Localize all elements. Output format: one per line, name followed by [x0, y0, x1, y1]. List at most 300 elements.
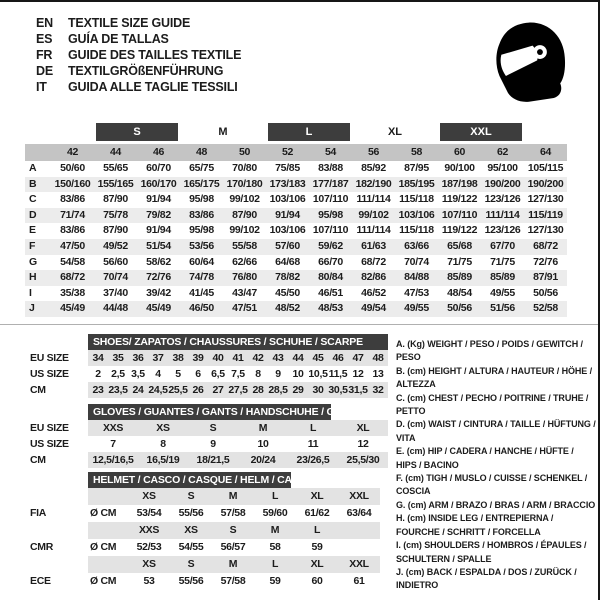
- shoes-value: 34: [88, 350, 108, 366]
- lower-tables: [30, 334, 390, 590]
- measurement-value: 103/106: [398, 208, 435, 221]
- measurement-value: 115/119: [528, 208, 563, 221]
- shoes-value: 6: [195, 368, 201, 380]
- measurement-value: 51/56: [490, 302, 515, 315]
- measurement-row: [25, 161, 567, 177]
- gloves-value: 9: [210, 438, 216, 450]
- measurement-value: 47/53: [404, 286, 429, 299]
- legend-item: F. (cm) TIGH / MUSLO / CUISSE / SCHENKEL / COSCIA: [396, 473, 588, 497]
- gloves-value: XL: [338, 420, 388, 436]
- measurement-value: 95/100: [487, 162, 518, 174]
- gloves-value: 12,5/16,5: [88, 452, 138, 468]
- shoes-value: 46: [328, 350, 348, 366]
- numeric-size-label: 42: [66, 146, 79, 158]
- measurement-value: 49/52: [103, 239, 128, 252]
- legend-item: I. (cm) SHOULDERS / HOMBROS / ÉPAULES / SCHULTERN / SPALLE: [396, 540, 587, 564]
- measurement-value: 71/75: [490, 255, 515, 268]
- measurement-value: 107/110: [312, 224, 349, 237]
- shoes-value: 32: [368, 382, 388, 398]
- measurement-value: 61/63: [361, 239, 386, 252]
- measurement-value: 85/89: [447, 271, 472, 284]
- measurement-value: 68/72: [60, 271, 85, 284]
- gloves-value: 25,5/30: [338, 452, 388, 468]
- language-code: EN: [36, 16, 53, 30]
- guide-title: TEXTILE SIZE GUIDE: [68, 16, 191, 30]
- measurement-value: 84/88: [404, 271, 429, 284]
- numeric-size-row: [25, 144, 567, 161]
- helmet-size-label: XXL: [338, 556, 380, 573]
- measurement-value: 90/100: [444, 162, 475, 174]
- measurement-value: 49/54: [361, 302, 386, 315]
- measurement-value: 111/114: [356, 224, 391, 237]
- helmet-size-value: 59/60: [262, 507, 288, 519]
- measurement-value: 85/89: [490, 271, 515, 284]
- measurement-value: 46/51: [318, 286, 343, 299]
- measurement-row-label: E: [29, 224, 36, 237]
- shoes-value: 6,5: [211, 368, 225, 380]
- helmet-standard-row: [30, 539, 390, 556]
- measurement-value: 45/50: [275, 286, 300, 299]
- gloves-value: 10: [257, 438, 269, 450]
- helmet-size-label: XL: [296, 556, 338, 573]
- helmet-size-label: XXL: [338, 488, 380, 505]
- measurement-value: 187/198: [441, 177, 478, 190]
- measurement-value: 75/78: [103, 208, 128, 221]
- measurement-value: 123/126: [484, 224, 521, 237]
- shoes-value: 44: [288, 350, 308, 366]
- shoes-value: 39: [188, 350, 208, 366]
- measurement-value: 111/114: [485, 208, 520, 221]
- language-code: FR: [36, 48, 53, 62]
- guide-title: GUIDE DES TAILLES TEXTILE: [68, 48, 242, 62]
- shoes-row: [30, 382, 390, 398]
- measurement-value: 55/65: [103, 162, 128, 174]
- helmet-size-label: M: [212, 488, 254, 505]
- measurement-row-label: A: [29, 162, 37, 174]
- helmet-unit-spacer: [88, 522, 128, 539]
- measurement-value: 91/94: [146, 224, 171, 237]
- helmet-size-label: M: [254, 522, 296, 539]
- measurement-value: 55/58: [232, 239, 257, 252]
- measurement-value: 123/126: [484, 193, 521, 206]
- shoes-value: 23: [88, 382, 108, 398]
- helmet-unit-spacer: [88, 556, 128, 573]
- shoes-value: 25,5: [168, 384, 188, 396]
- measurement-value: 60/70: [146, 162, 171, 174]
- measurement-value: 49/55: [490, 286, 515, 299]
- legend-item: J. (cm) BACK / ESPALDA / DOS / ZURÜCK / INDIETRO: [396, 566, 577, 591]
- measurement-value: 65/68: [447, 239, 472, 252]
- measurement-value: 71/75: [447, 255, 472, 268]
- shoes-value: 31,5: [348, 384, 368, 396]
- measurement-value: 150/160: [54, 177, 91, 190]
- measurement-value: 72/76: [533, 255, 558, 268]
- measurement-row-label: F: [29, 239, 36, 252]
- helmet-size-header-row: [30, 522, 390, 539]
- shoes-value: 3,5: [131, 368, 145, 380]
- measurement-row-label: C: [29, 193, 37, 206]
- measurement-value: 79/82: [146, 208, 171, 221]
- shoes-value: 8: [255, 368, 261, 380]
- helmet-size-value: 58: [269, 541, 281, 553]
- measurement-value: 60/64: [189, 255, 214, 268]
- gloves-row-label: US SIZE: [30, 438, 69, 450]
- shoes-value: 28: [248, 382, 268, 398]
- guide-title: GUIDA ALLE TAGLIE TESSILI: [68, 80, 238, 94]
- shoes-value: 27: [208, 382, 228, 398]
- measurement-value: 177/187: [312, 177, 349, 190]
- measurement-value: 37/40: [103, 286, 128, 299]
- measurement-value: 50/60: [60, 162, 85, 174]
- helmet-size-value: 57/58: [220, 575, 246, 587]
- helmet-table-title: HELMET / CASCO / CASQUE / HELM / CASCO: [88, 472, 291, 488]
- measurement-value: 68/72: [361, 255, 386, 268]
- legend-item: E. (cm) HIP / CADERA / HANCHE / HÜFTE / HIPS / BACINO: [396, 446, 574, 470]
- gloves-value: L: [288, 420, 338, 436]
- measurement-value: 155/165: [97, 177, 134, 190]
- helmet-icon: [486, 18, 570, 110]
- shoes-row-label: CM: [30, 384, 46, 396]
- measurement-value: 105/115: [527, 162, 564, 174]
- measurement-row: [25, 223, 567, 239]
- gloves-row: [30, 436, 390, 452]
- helmet-unit-label: Ø CM: [90, 541, 117, 553]
- shoes-value: 27,5: [228, 384, 248, 396]
- helmet-size-label: L: [254, 488, 296, 505]
- measurement-row-label: H: [29, 271, 37, 284]
- numeric-size-label: 50: [238, 146, 251, 158]
- helmet-standard-row: [30, 505, 390, 522]
- measurement-value: 71/74: [60, 208, 85, 221]
- measurement-value: 99/102: [358, 208, 389, 221]
- measurement-value: 35/38: [60, 286, 85, 299]
- measurement-value: 83/86: [60, 193, 85, 206]
- size-group-label: M: [218, 126, 228, 138]
- measurement-value: 119/122: [441, 224, 478, 237]
- measurement-value: 87/95: [404, 162, 429, 174]
- measurement-value: 45/49: [60, 302, 85, 315]
- measurement-row-label: I: [29, 286, 32, 299]
- shoes-value: 47: [348, 350, 368, 366]
- numeric-size-label: 64: [539, 146, 552, 158]
- measurement-value: 78/82: [275, 271, 300, 284]
- shoes-value: 29: [288, 382, 308, 398]
- helmet-size-value: 55/56: [178, 575, 204, 587]
- measurement-value: 173/183: [269, 177, 306, 190]
- measurement-value: 58/62: [146, 255, 171, 268]
- shoes-value: 38: [168, 350, 188, 366]
- numeric-size-label: 56: [367, 146, 380, 158]
- measurement-value: 66/70: [318, 255, 343, 268]
- shoes-value: 43: [268, 350, 288, 366]
- measurement-row: [25, 301, 567, 317]
- gloves-value: 7: [110, 438, 116, 450]
- numeric-size-label: 58: [410, 146, 423, 158]
- measurement-value: 47/50: [60, 239, 85, 252]
- gloves-value: XS: [138, 420, 188, 436]
- helmet-standard-label: CMR: [30, 541, 54, 553]
- gloves-size-table: [30, 420, 390, 468]
- measurement-value: 64/68: [275, 255, 300, 268]
- measurement-value: 70/74: [404, 255, 429, 268]
- measurement-value: 165/175: [183, 177, 220, 190]
- shoes-value: 30: [308, 382, 328, 398]
- measurement-value: 70/80: [232, 162, 257, 174]
- measurement-row-label: B: [29, 177, 37, 190]
- numeric-size-label: 48: [195, 146, 208, 158]
- measurement-value: 50/56: [447, 302, 472, 315]
- helmet-size-value: 60: [311, 575, 323, 587]
- legend-item: H. (cm) INSIDE LEG / ENTREPIERNA / FOURCHE / SCHRITT / FORCELLA: [396, 513, 554, 537]
- helmet-size-value: 61/62: [304, 507, 330, 519]
- gloves-row: [30, 420, 390, 436]
- legend-item: A. (Kg) WEIGHT / PESO / POIDS / GEWITCH / PESO: [396, 339, 583, 363]
- shoes-value: 24,5: [148, 384, 168, 396]
- measurement-row: [25, 192, 567, 208]
- measurement-value: 43/47: [232, 286, 257, 299]
- shoes-value: 42: [248, 350, 268, 366]
- measurement-value: 119/122: [441, 193, 478, 206]
- helmet-size-value: [338, 539, 380, 556]
- shoes-value: 5: [175, 368, 181, 380]
- helmet-size-spacer: [30, 556, 88, 573]
- measurement-value: 50/56: [533, 286, 558, 299]
- helmet-size-label: S: [170, 488, 212, 505]
- helmet-unit-label: Ø CM: [90, 507, 117, 519]
- guide-title: TEXTILGRÖßENFÜHRUNG: [68, 64, 224, 78]
- measurement-value: 59/62: [318, 239, 343, 252]
- measurement-value: 53/56: [189, 239, 214, 252]
- measurement-row: [25, 177, 567, 193]
- gloves-value: M: [238, 420, 288, 436]
- measurement-row: [25, 239, 567, 255]
- measurement-value: 52/58: [533, 302, 558, 315]
- numeric-size-label: 60: [453, 146, 466, 158]
- measurement-value: 72/76: [146, 271, 171, 284]
- helmet-unit-spacer: [88, 488, 128, 505]
- helmet-size-label: L: [296, 522, 338, 539]
- gloves-value: 23/26,5: [288, 452, 338, 468]
- gloves-value: 8: [160, 438, 166, 450]
- measurement-row-label: D: [29, 208, 37, 221]
- numeric-size-spacer: [25, 144, 51, 161]
- measurement-value: 99/102: [229, 193, 260, 206]
- measurement-value: 49/55: [404, 302, 429, 315]
- measurement-value: 83/86: [60, 224, 85, 237]
- measurement-value: 70/74: [103, 271, 128, 284]
- shoes-row: [30, 350, 390, 366]
- measurement-value: 83/88: [318, 162, 343, 174]
- helmet-size-value: 53/54: [136, 507, 162, 519]
- helmet-size-value: 54/55: [178, 541, 204, 553]
- measurement-value: 91/94: [146, 193, 171, 206]
- section-divider: [0, 324, 600, 325]
- measurement-value: 107/110: [312, 193, 349, 206]
- measurement-value: 160/170: [140, 177, 177, 190]
- helmet-standard-label: ECE: [30, 575, 51, 587]
- measurement-value: 95/98: [189, 224, 214, 237]
- measurement-value: 115/118: [399, 224, 434, 237]
- measurement-value: 95/98: [318, 208, 343, 221]
- shoes-value: 10: [292, 368, 304, 380]
- measurement-value: 87/90: [103, 224, 128, 237]
- shoes-value: 10,5: [308, 368, 328, 380]
- gloves-value: XXS: [88, 420, 138, 436]
- measurement-value: 99/102: [229, 224, 260, 237]
- legend-item: G. (cm) ARM / BRAZO / BRAS / ARM / BRACCIO: [396, 499, 596, 510]
- shoes-value: 7,5: [231, 368, 245, 380]
- helmet-size-value: 56/57: [220, 541, 246, 553]
- shoes-value: 48: [368, 350, 388, 366]
- shoes-value: 24: [128, 382, 148, 398]
- size-group-spacer: [25, 123, 94, 141]
- measurement-value: 46/52: [361, 286, 386, 299]
- size-group-label: S: [96, 123, 178, 141]
- measurement-value: 46/50: [189, 302, 214, 315]
- helmet-size-label: XL: [296, 488, 338, 505]
- gloves-value: 16,5/19: [138, 452, 188, 468]
- measurement-value: 62/66: [232, 255, 257, 268]
- legend-item: D. (cm) WAIST / CINTURA / TAILLE / HÜFTUNG / VITA: [396, 419, 596, 443]
- language-code: IT: [36, 80, 47, 94]
- shoes-row-label: EU SIZE: [30, 352, 69, 364]
- language-row: [36, 15, 241, 31]
- legend-item: B. (cm) HEIGHT / ALTURA / HAUTEUR / HÖHE / ALTEZZA: [396, 365, 592, 390]
- helmet-size-label: L: [254, 556, 296, 573]
- numeric-size-label: 54: [324, 146, 337, 158]
- measurement-value: 170/180: [226, 177, 263, 190]
- measurement-value: 39/42: [146, 286, 171, 299]
- shoes-value: 35: [108, 350, 128, 366]
- numeric-size-label: 46: [152, 146, 165, 158]
- measurement-value: 76/80: [232, 271, 257, 284]
- measurement-row: [25, 270, 567, 286]
- helmet-unit-label: Ø CM: [90, 575, 117, 587]
- measurement-row: [25, 286, 567, 302]
- helmet-size-label: S: [212, 522, 254, 539]
- gloves-value: 20/24: [238, 452, 288, 468]
- textile-size-table: [25, 123, 567, 317]
- measurement-value: 65/75: [189, 162, 214, 174]
- language-code: DE: [36, 64, 53, 78]
- helmet-size-label: XS: [128, 556, 170, 573]
- measurement-value: 63/66: [404, 239, 429, 252]
- helmet-standard-label: FIA: [30, 507, 47, 519]
- helmet-size-spacer: [30, 522, 88, 539]
- shoes-value: 26: [188, 382, 208, 398]
- size-group-label: XL: [387, 126, 403, 138]
- gloves-value: 12: [357, 438, 369, 450]
- helmet-size-value: 59: [311, 541, 323, 553]
- helmet-standard-row: [30, 573, 390, 590]
- shoes-value: 28,5: [268, 384, 288, 396]
- numeric-size-label: 52: [281, 146, 294, 158]
- helmet-size-value: 53: [143, 575, 155, 587]
- measurement-value: 47/51: [232, 302, 257, 315]
- numeric-size-label: 62: [496, 146, 509, 158]
- shoes-value: 13: [372, 368, 384, 380]
- gloves-value: S: [188, 420, 238, 436]
- helmet-size-header-row: [30, 556, 390, 573]
- helmet-size-header-row: [30, 488, 390, 505]
- language-row: [36, 79, 241, 95]
- measurement-value: 91/94: [275, 208, 300, 221]
- measurement-value: 85/92: [361, 162, 386, 174]
- measurement-legend: [396, 338, 596, 593]
- shoes-value: 45: [308, 350, 328, 366]
- shoes-row-label: US SIZE: [30, 368, 69, 380]
- shoes-value: 30,5: [328, 384, 348, 396]
- measurement-value: 185/195: [398, 177, 435, 190]
- measurement-value: 190/200: [527, 177, 564, 190]
- measurement-value: 57/60: [275, 239, 300, 252]
- measurement-value: 87/91: [533, 271, 558, 284]
- shoes-table-title: SHOES/ ZAPATOS / CHAUSSURES / SCHUHE / SCARPE: [88, 334, 388, 350]
- gloves-row: [30, 452, 390, 468]
- size-group-label: XXL: [440, 123, 522, 141]
- measurement-value: 74/78: [189, 271, 214, 284]
- shoes-value: 2,5: [111, 368, 125, 380]
- measurement-value: 44/48: [103, 302, 128, 315]
- helmet-size-value: 63/64: [346, 507, 372, 519]
- gloves-value: 11: [307, 438, 319, 450]
- measurement-value: 111/114: [356, 193, 391, 206]
- helmet-size-value: 52/53: [136, 541, 162, 553]
- helmet-size-label: XXS: [128, 522, 170, 539]
- measurement-value: 115/118: [399, 193, 434, 206]
- helmet-size-value: 61: [353, 575, 365, 587]
- language-row: [36, 63, 241, 79]
- language-row: [36, 31, 241, 47]
- measurement-value: 95/98: [189, 193, 214, 206]
- measurement-value: 51/54: [146, 239, 171, 252]
- measurement-value: 103/106: [269, 224, 306, 237]
- guide-title: GUÍA DE TALLAS: [68, 32, 169, 46]
- shoes-size-table: [30, 350, 390, 398]
- helmet-size-label: XS: [128, 488, 170, 505]
- measurement-row: [25, 208, 567, 224]
- language-code: ES: [36, 32, 53, 46]
- helmet-size-value: 59: [269, 575, 281, 587]
- shoes-value: 12: [352, 368, 364, 380]
- numeric-size-label: 44: [109, 146, 122, 158]
- helmet-size-label: [338, 522, 380, 539]
- shoes-value: 36: [128, 350, 148, 366]
- shoes-value: 11,5: [328, 368, 348, 380]
- helmet-size-label: S: [170, 556, 212, 573]
- helmet-size-label: XS: [170, 522, 212, 539]
- gloves-value: 18/21,5: [188, 452, 238, 468]
- measurement-value: 127/130: [527, 224, 564, 237]
- shoes-value: 23,5: [108, 384, 128, 396]
- measurement-value: 182/190: [355, 177, 392, 190]
- shoes-value: 4: [155, 368, 161, 380]
- measurement-value: 87/90: [103, 193, 128, 206]
- helmet-size-table: [30, 488, 390, 590]
- measurement-value: 75/85: [275, 162, 300, 174]
- shoes-value: 41: [228, 350, 248, 366]
- measurement-value: 80/84: [318, 271, 343, 284]
- gloves-row-label: CM: [30, 454, 46, 466]
- measurement-row-label: J: [29, 302, 35, 315]
- helmet-size-value: 55/56: [178, 507, 204, 519]
- measurement-value: 103/106: [269, 193, 306, 206]
- measurement-value: 54/58: [60, 255, 85, 268]
- measurement-value: 56/60: [103, 255, 128, 268]
- measurement-value: 48/53: [318, 302, 343, 315]
- measurement-row: [25, 255, 567, 271]
- language-row: [36, 47, 241, 63]
